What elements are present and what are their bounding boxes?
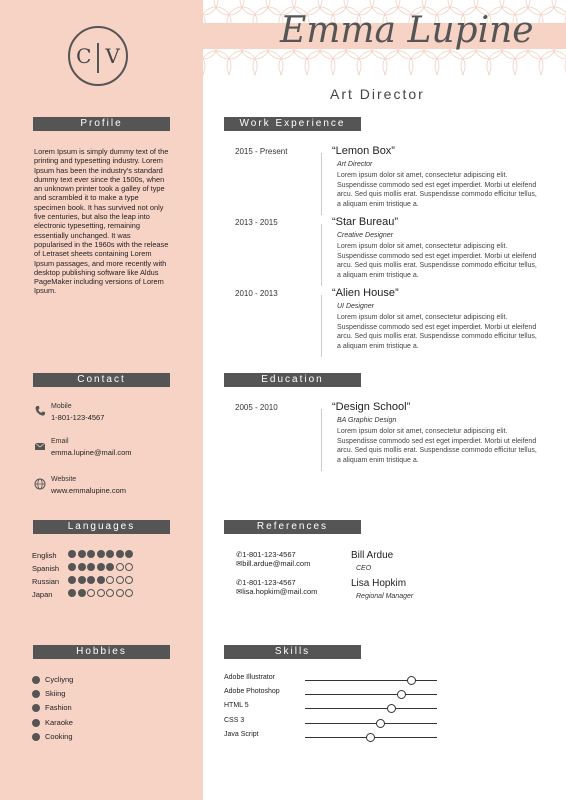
skill-label: Java Script <box>224 730 259 738</box>
level-dot <box>116 550 124 558</box>
skill-track <box>305 723 437 724</box>
language-level <box>68 576 135 586</box>
work-role: Art Director <box>337 161 373 168</box>
monogram-logo <box>68 26 128 86</box>
contact-value[interactable]: www.emmalupine.com <box>51 486 127 495</box>
language-item <box>32 551 57 560</box>
education-desc: Lorem ipsum dolor sit amet, consectetur adipiscing elit. Suspendisse commodo sed est eget imperdiet. Morbi ut eleifend arcu. Sed quis mollis erat. Suspendisse commodo efficitur tellus, a aliquam enim tristique a. <box>337 428 537 464</box>
skill-level-knob <box>376 719 385 728</box>
level-dot <box>125 589 133 597</box>
work-desc: Lorem ipsum dolor sit amet, consectetur adipiscing elit. Suspendisse commodo sed est eget imperdiet. Morbi ut eleifend arcu. Sed quis mollis erat. Suspendisse commodo efficitur tellus, a aliquam enim tristique a. <box>337 314 537 350</box>
email-icon <box>34 440 46 452</box>
contact-value[interactable]: 1-801-123-4567 <box>51 413 105 422</box>
reference-phone: 1-801-123-4567 <box>242 578 296 587</box>
level-dot <box>68 576 76 584</box>
pattern-circle <box>461 51 491 75</box>
reference-name: Bill Ardue <box>351 550 394 561</box>
monogram-left: C <box>76 44 92 68</box>
reference-contact <box>236 550 310 568</box>
skill-item <box>224 688 524 698</box>
skill-level-knob <box>397 690 406 699</box>
level-dot <box>106 550 114 558</box>
level-dot <box>116 576 124 584</box>
skill-label: CSS 3 <box>224 716 245 724</box>
work-date: 2010 - 2013 <box>235 289 278 298</box>
skill-label: Adobe Illustrator <box>224 674 275 681</box>
skill-item <box>224 702 524 712</box>
pattern-circle <box>203 51 231 75</box>
pattern-circle <box>383 51 413 75</box>
skill-track <box>305 694 437 695</box>
job-title: Art Director <box>330 86 425 102</box>
work-company: “Star Bureau” <box>332 216 399 228</box>
contact-label: Email <box>51 438 69 445</box>
level-dot <box>116 589 124 597</box>
pattern-circle <box>203 51 205 75</box>
work-desc: Lorem ipsum dolor sit amet, consectetur adipiscing elit. Suspendisse commodo sed est eget imperdiet. Morbi ut eleifend arcu. Sed quis mollis erat. Suspendisse commodo efficitur tellus, a aliquam enim tristique a. <box>337 243 537 279</box>
reference-role: Regional Manager <box>356 593 414 600</box>
level-dot <box>87 563 95 571</box>
section-references: References <box>224 520 361 534</box>
phone-icon: ✆ <box>236 550 243 559</box>
globe-icon <box>34 478 46 490</box>
monogram-right: V <box>105 44 120 68</box>
contact-value[interactable]: emma.lupine@mail.com <box>51 448 132 457</box>
reference-email[interactable]: bill.ardue@mail.com <box>242 559 311 568</box>
level-dot <box>68 563 76 571</box>
pattern-circle <box>253 51 283 75</box>
bullet-icon <box>32 676 40 684</box>
work-divider <box>321 295 322 357</box>
education-divider <box>321 409 322 471</box>
work-date: 2015 - Present <box>235 147 288 156</box>
person-name: Emma Lupine <box>280 10 534 51</box>
level-dot <box>78 589 86 597</box>
reference-role: CEO <box>356 565 372 572</box>
level-dot <box>97 563 105 571</box>
phone-icon <box>34 405 46 417</box>
pattern-circle <box>357 51 387 75</box>
language-item <box>32 590 52 599</box>
work-role: UI Designer <box>337 303 374 310</box>
education-school: “Design School” <box>332 401 411 413</box>
pattern-circle <box>279 51 309 75</box>
section-skills: Skills <box>224 645 361 659</box>
hobby-label: Cycliyng <box>45 675 74 684</box>
skill-track <box>305 680 437 681</box>
level-dot <box>87 576 95 584</box>
level-dot <box>97 576 105 584</box>
education-date: 2005 - 2010 <box>235 403 278 412</box>
level-dot <box>125 550 133 558</box>
section-education: Education <box>224 373 361 387</box>
level-dot <box>97 550 105 558</box>
hobby-label: Skiing <box>45 689 66 699</box>
skill-item <box>224 717 524 727</box>
pattern-circle <box>227 51 257 75</box>
level-dot <box>87 550 95 558</box>
level-dot <box>68 589 76 597</box>
pattern-circle <box>513 51 543 75</box>
pattern-circle <box>409 51 439 75</box>
hobby-label: Karaoke <box>45 717 73 727</box>
section-hobbies: Hobbies <box>33 645 170 659</box>
language-item <box>32 577 59 586</box>
level-dot <box>78 576 86 584</box>
bullet-icon <box>32 733 40 741</box>
pattern-circle <box>487 51 517 75</box>
language-level <box>68 550 135 560</box>
skill-level-knob <box>366 733 375 742</box>
education-degree: BA Graphic Design <box>337 417 397 424</box>
work-role: Creative Designer <box>337 232 394 239</box>
email-icon: ✉ <box>236 559 243 568</box>
level-dot <box>68 550 76 558</box>
skill-track <box>305 708 437 709</box>
section-work: Work Experience <box>224 117 361 131</box>
level-dot <box>106 576 114 584</box>
level-dot <box>78 550 86 558</box>
section-contact: Contact <box>33 373 170 387</box>
skill-item <box>224 674 524 684</box>
level-dot <box>87 589 95 597</box>
language-level <box>68 563 135 573</box>
hobby-label: Fashion <box>45 703 72 713</box>
reference-phone: 1-801-123-4567 <box>242 550 296 559</box>
work-desc: Lorem ipsum dolor sit amet, consectetur adipiscing elit. Suspendisse commodo sed est eget imperdiet. Morbi ut eleifend arcu. Sed quis mollis erat. Suspendisse commodo efficitur tellus, a aliquam enim tristique a. <box>337 172 537 208</box>
level-dot <box>125 563 133 571</box>
monogram-divider <box>97 43 99 73</box>
level-dot <box>106 563 114 571</box>
level-dot <box>106 589 114 597</box>
contact-label: Website <box>51 476 77 483</box>
level-dot <box>78 563 86 571</box>
skill-label: HTML 5 <box>224 702 249 710</box>
level-dot <box>125 576 133 584</box>
hobby-label: Cooking <box>45 731 73 741</box>
skill-item <box>224 731 524 741</box>
language-name: English <box>32 551 57 560</box>
skill-label: Adobe Photoshop <box>224 688 280 696</box>
skill-level-knob <box>407 676 416 685</box>
language-level <box>68 589 135 599</box>
work-company: “Lemon Box” <box>332 145 395 157</box>
work-divider <box>321 224 322 286</box>
work-company: “Alien House” <box>332 287 399 299</box>
language-name: Russian <box>32 577 60 586</box>
email-icon: ✉ <box>236 587 243 596</box>
language-item <box>32 564 59 573</box>
contact-label: Mobile <box>51 403 72 410</box>
profile-text: Lorem Ipsum is simply dummy text of the printing and typesetting industry. Lorem Ipsum has been the industry's standard dummy text ever since the 1500s, when an unknown printer took a galley of type and scrambled it to make a type specimen book. It has survived not only five centuries, but also the leap into electronic typesetting, remaining essentially unchanged. It was popularised in the 1960s with the release of Letraset sheets containing Lorem Ipsum passages, and more recently with desktop publishing software like Aldus PageMaker including versions of Lorem Ipsum. <box>34 147 169 296</box>
section-languages: Languages <box>33 520 170 534</box>
level-dot <box>116 563 124 571</box>
pattern-circle <box>435 51 465 75</box>
reference-name: Lisa Hopkim <box>351 578 407 589</box>
phone-icon: ✆ <box>236 578 243 587</box>
pattern-circle <box>331 51 361 75</box>
pattern-circle <box>305 51 335 75</box>
level-dot <box>97 589 105 597</box>
language-name: Japan <box>32 590 53 599</box>
skill-level-knob <box>387 704 396 713</box>
reference-contact <box>236 578 317 596</box>
reference-email[interactable]: lisa.hopkim@mail.com <box>242 587 318 596</box>
bullet-icon <box>32 719 40 727</box>
work-date: 2013 - 2015 <box>235 218 278 227</box>
language-name: Spanish <box>32 564 60 573</box>
work-divider <box>321 153 322 215</box>
section-profile: Profile <box>33 117 170 131</box>
